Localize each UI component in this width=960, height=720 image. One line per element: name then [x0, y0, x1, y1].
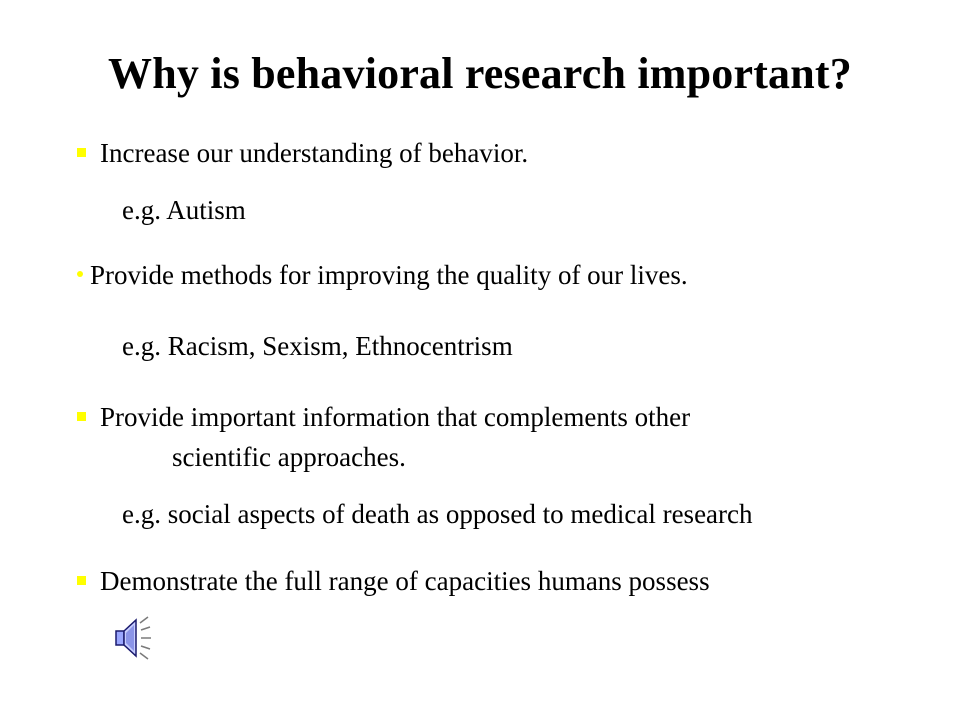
point-3-text-line2: scientific approaches. [172, 442, 406, 472]
point-2-example: e.g. Racism, Sexism, Ethnocentrism [122, 331, 513, 361]
point-1-text: Increase our understanding of behavior. [100, 138, 529, 168]
square-bullet-icon [77, 148, 86, 157]
point-1-example: e.g. Autism [122, 195, 246, 225]
point-2-text: Provide methods for improving the quality of our lives. [90, 260, 688, 290]
point-3-text-line1: Provide important information that complements other [100, 402, 691, 432]
point-4-text: Demonstrate the full range of capacities humans possess [100, 566, 710, 596]
point-3-example: e.g. social aspects of death as opposed to medical research [122, 499, 753, 529]
slide-title: Why is behavioral research important? [108, 49, 852, 98]
speaker-icon[interactable] [110, 614, 158, 662]
square-bullet-icon [77, 412, 86, 421]
speaker-icon-graphic [110, 614, 158, 662]
square-bullet-icon [77, 576, 86, 585]
dot-bullet-icon [77, 271, 83, 277]
